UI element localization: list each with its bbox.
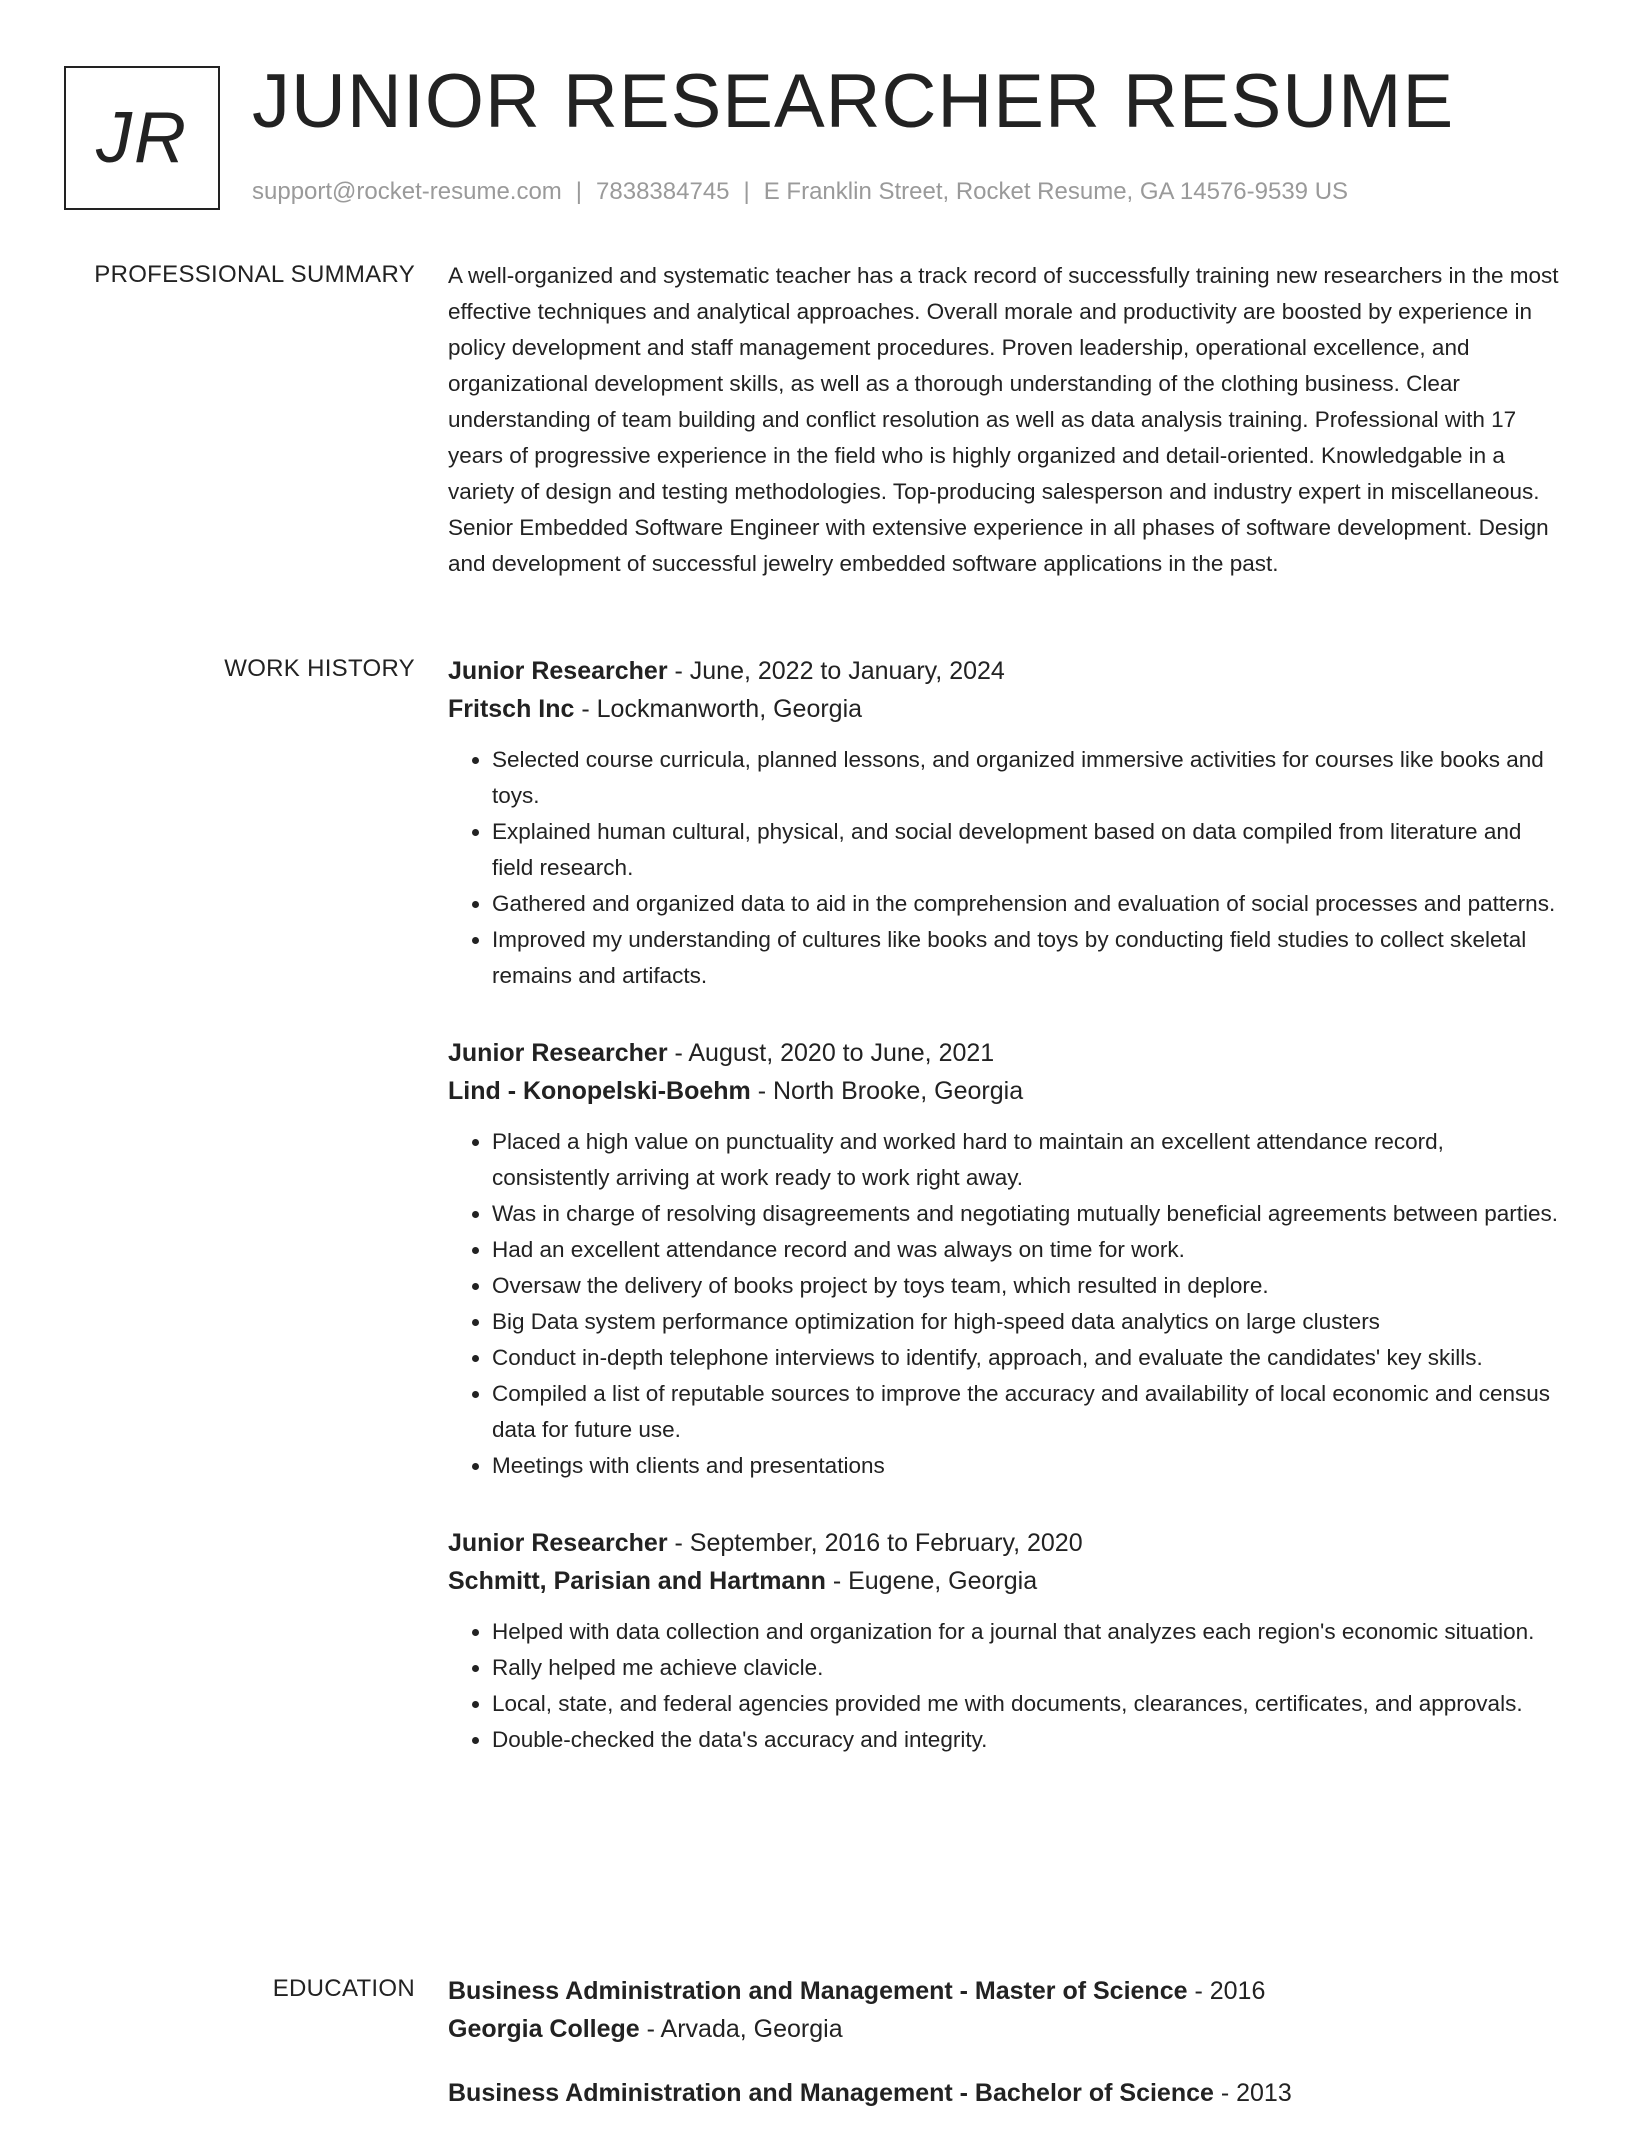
job-dates: - June, 2022 to January, 2024: [667, 657, 1005, 685]
contact-line: [252, 176, 1348, 208]
job-bullet: • Placed a high value on punctuality and worked hard to maintain an excellent attendance record, consistently arriving at work ready to work right away.: [492, 1124, 1566, 1196]
education-year: - 2013: [1213, 2079, 1292, 2107]
contact-phone: 7838384745: [596, 178, 730, 205]
job-bullet: • Compiled a list of reputable sources to improve the accuracy and availability of local economic and census data for future use.: [492, 1376, 1566, 1448]
job-dates: - August, 2020 to June, 2021: [667, 1039, 995, 1067]
contact-separator: |: [743, 178, 750, 205]
job-bullet: • Meetings with clients and presentations: [492, 1448, 1566, 1484]
education-location: - Arvada, Georgia: [639, 2015, 843, 2043]
education-school: Georgia College: [448, 2015, 640, 2043]
work-history-label: WORK HISTORY: [224, 655, 415, 682]
job-company: Fritsch Inc: [448, 695, 575, 723]
job-title: Junior Researcher: [448, 1039, 668, 1067]
job-bullets: [448, 1124, 1566, 1484]
job-bullet: • Rally helped me achieve clavicle.: [492, 1650, 1566, 1686]
resume-title: JUNIOR RESEARCHER RESUME: [252, 59, 1455, 144]
education-degree-line: [448, 1972, 1566, 2010]
job-entry: [448, 1524, 1566, 1758]
job-bullet: • Explained human cultural, physical, and social development based on data compiled from literature and field research.: [492, 814, 1566, 886]
job-bullet: • Gathered and organized data to aid in the comprehension and evaluation of social processes and patterns.: [492, 886, 1566, 922]
job-bullets: [448, 742, 1566, 994]
job-company: Schmitt, Parisian and Hartmann: [448, 1567, 826, 1595]
contact-email[interactable]: support@rocket-resume.com: [252, 178, 562, 205]
job-location: - Lockmanworth, Georgia: [574, 695, 863, 723]
job-dates: - September, 2016 to February, 2020: [667, 1529, 1083, 1557]
work-history-body: [448, 652, 1566, 1798]
job-bullet: • Selected course curricula, planned lessons, and organized immersive activities for courses like books and toys.: [492, 742, 1566, 814]
summary-text: A well-organized and systematic teacher has a track record of successfully training new researchers in the most effective techniques and analytical approaches. Overall morale and productivity are boosted by experience in policy development and staff management procedures. Proven leadership, operational excellence, and organizational development skills, as well as a thorough understanding of the clothing business. Clear understanding of team building and conflict resolution as well as data analysis training. Professional with 17 years of progressive experience in the field who is highly organized and detail-oriented. Knowledgable in a variety of design and testing methodologies. Top-producing salesperson and industry expert in miscellaneous. Senior Embedded Software Engineer with extensive experience in all phases of software development. Design and development of successful jewelry embedded software applications in the past.: [448, 263, 1559, 576]
job-bullet: • Double-checked the data's accuracy and integrity.: [492, 1722, 1566, 1758]
job-title-line: [448, 1524, 1566, 1562]
job-title-line: [448, 652, 1566, 690]
job-bullet: • Local, state, and federal agencies provided me with documents, clearances, certificates, and approvals.: [492, 1686, 1566, 1722]
education-label: EDUCATION: [272, 1975, 415, 2002]
job-bullet: • Conduct in-depth telephone interviews to identify, approach, and evaluate the candidates' key skills.: [492, 1340, 1566, 1376]
job-bullet: • Big Data system performance optimization for high-speed data analytics on large clusters: [492, 1304, 1566, 1340]
education-entry: [448, 1972, 1566, 2048]
job-title: Junior Researcher: [448, 657, 668, 685]
job-bullets: [448, 1614, 1566, 1758]
summary-body: [448, 258, 1566, 582]
education-degree: Business Administration and Management - Master of Science: [448, 1977, 1188, 2005]
job-title: Junior Researcher: [448, 1529, 668, 1557]
monogram-logo: JR: [64, 66, 220, 210]
job-company-line: [448, 690, 1566, 728]
education-body: [448, 1972, 1566, 2138]
contact-address: E Franklin Street, Rocket Resume, GA 14576-9539 US: [763, 178, 1349, 205]
job-company-line: [448, 1562, 1566, 1600]
job-entry: [448, 652, 1566, 994]
education-entry: [448, 2074, 1566, 2112]
job-location: - North Brooke, Georgia: [750, 1077, 1024, 1105]
job-title-line: [448, 1034, 1566, 1072]
job-bullet: • Was in charge of resolving disagreements and negotiating mutually beneficial agreements between parties.: [492, 1196, 1566, 1232]
summary-label: PROFESSIONAL SUMMARY: [94, 261, 415, 288]
job-location: - Eugene, Georgia: [825, 1567, 1038, 1595]
education-school-line: [448, 2010, 1566, 2048]
education-degree-line: [448, 2074, 1566, 2112]
job-entry: [448, 1034, 1566, 1484]
job-company-line: [448, 1072, 1566, 1110]
job-bullet: • Oversaw the delivery of books project by toys team, which resulted in deplore.: [492, 1268, 1566, 1304]
job-bullet: • Had an excellent attendance record and was always on time for work.: [492, 1232, 1566, 1268]
contact-separator: |: [575, 178, 583, 205]
education-year: - 2016: [1187, 1977, 1266, 2005]
job-bullet: • Improved my understanding of cultures like books and toys by conducting field studies to collect skeletal remains and artifacts.: [492, 922, 1566, 994]
job-bullet: • Helped with data collection and organization for a journal that analyzes each region's economic situation.: [492, 1614, 1566, 1650]
education-degree: Business Administration and Management - Bachelor of Science: [448, 2079, 1214, 2107]
job-company: Lind - Konopelski-Boehm: [448, 1077, 751, 1105]
